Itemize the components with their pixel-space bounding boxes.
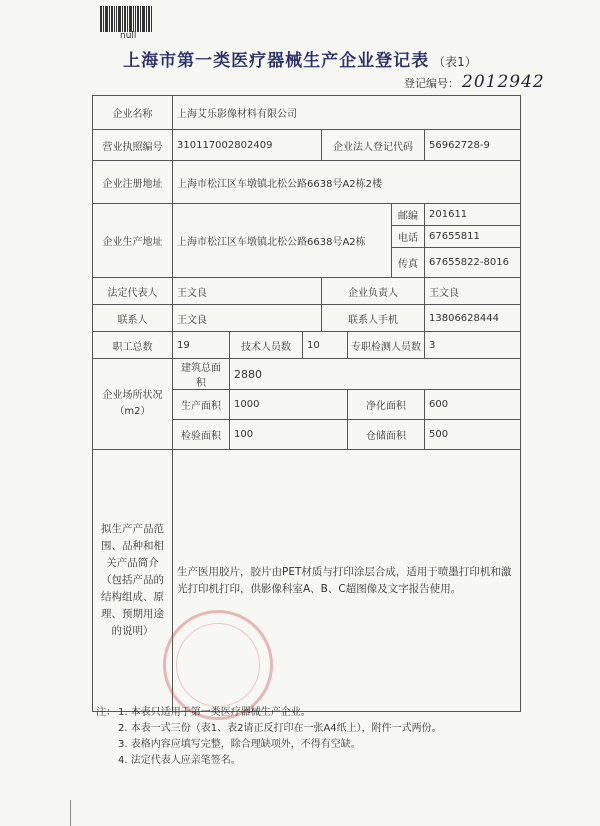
row-legal-rep [93,278,521,305]
registration-table [92,95,521,712]
notes [96,705,442,769]
company-name-label: 企业名称 [93,96,173,130]
note-2: 2. 本表一式三份（表1、表2请正反打印在一张A4纸上），附件一式两份。 [118,723,442,734]
row-prod-address [93,204,521,226]
notes-heading: 注： [96,707,116,718]
note-4: 4. 法定代表人应亲笔签名。 [118,755,241,766]
row-staff [93,332,521,359]
prod-addr-value: 上海市松江区车墩镇北松公路6638号A2栋 [173,204,392,278]
production-area-value: 1000 [230,390,348,420]
storage-area-value: 500 [425,420,521,450]
contact-value: 王文良 [173,305,322,332]
postcode-label: 邮编 [392,204,425,226]
staff-total-label: 职工总数 [93,332,173,359]
row-reg-address [93,161,521,204]
row-products [93,450,521,712]
company-name-value: 上海艾乐影像材料有限公司 [173,96,521,130]
phone-value: 67655811 [425,226,521,248]
official-seal [163,610,273,720]
row-license [93,130,521,161]
clean-area-label: 净化面积 [348,390,425,420]
row-company-name [93,96,521,130]
postcode-value: 201611 [425,204,521,226]
legal-rep-label: 法定代表人 [93,278,173,305]
inspect-area-value: 100 [230,420,348,450]
title-suffix: （表1） [433,55,477,69]
building-area-label: 建筑总面积 [173,359,230,390]
reg-label: 登记编号： [404,77,459,90]
barcode-label: null [120,31,137,41]
production-area-label: 生产面积 [173,390,230,420]
contact-mobile-value: 13806628444 [425,305,521,332]
fax-label: 传真 [392,248,425,278]
reg-number-handwritten: 2012942 [462,72,545,92]
site-label: 企业场所状况（m2） [93,359,173,450]
inspect-staff-label: 专职检测人员数 [348,332,425,359]
tech-staff-label: 技术人员数 [230,332,303,359]
prod-addr-label: 企业生产地址 [93,204,173,278]
note-1: 1. 本表只适用于第一类医疗器械生产企业。 [118,707,311,718]
row-building-area [93,359,521,390]
products-label: 拟生产产品范围、品种和相关产品简介（包括产品的结构组成、原理、预期用途的说明） [93,450,173,712]
row-contact [93,305,521,332]
registration-number [404,72,545,92]
legal-code-label: 企业法人登记代码 [322,130,425,161]
manager-label: 企业负责人 [322,278,425,305]
license-label: 营业执照编号 [93,130,173,161]
barcode [100,6,156,32]
contact-mobile-label: 联系人手机 [322,305,425,332]
staff-total-value: 19 [173,332,230,359]
note-3: 3. 表格内容应填写完整，除合理缺项外，不得有空缺。 [118,739,361,750]
storage-area-label: 仓储面积 [348,420,425,450]
contact-label: 联系人 [93,305,173,332]
reg-addr-value: 上海市松江区车墩镇北松公路6638号A2栋2楼 [173,161,521,204]
edge-mark [70,800,71,826]
title-text: 上海市第一类医疗器械生产企业登记表 [123,51,430,71]
license-value: 310117002802409 [173,130,322,161]
phone-label: 电话 [392,226,425,248]
fax-value: 67655822-8016 [425,248,521,278]
inspect-area-label: 检验面积 [173,420,230,450]
clean-area-value: 600 [425,390,521,420]
legal-rep-value: 王文良 [173,278,322,305]
page-title [0,46,600,71]
building-area-value: 2880 [230,359,521,390]
tech-staff-value: 10 [303,332,348,359]
reg-addr-label: 企业注册地址 [93,161,173,204]
products-desc: 生产医用胶片，胶片由PET材质与打印涂层合成，适用于喷墨打印机和激光打印机打印，供影像科室A、B、C超图像及文字报告使用。 [173,450,521,712]
manager-value: 王文良 [425,278,521,305]
inspect-staff-value: 3 [425,332,521,359]
legal-code-value: 56962728-9 [425,130,521,161]
